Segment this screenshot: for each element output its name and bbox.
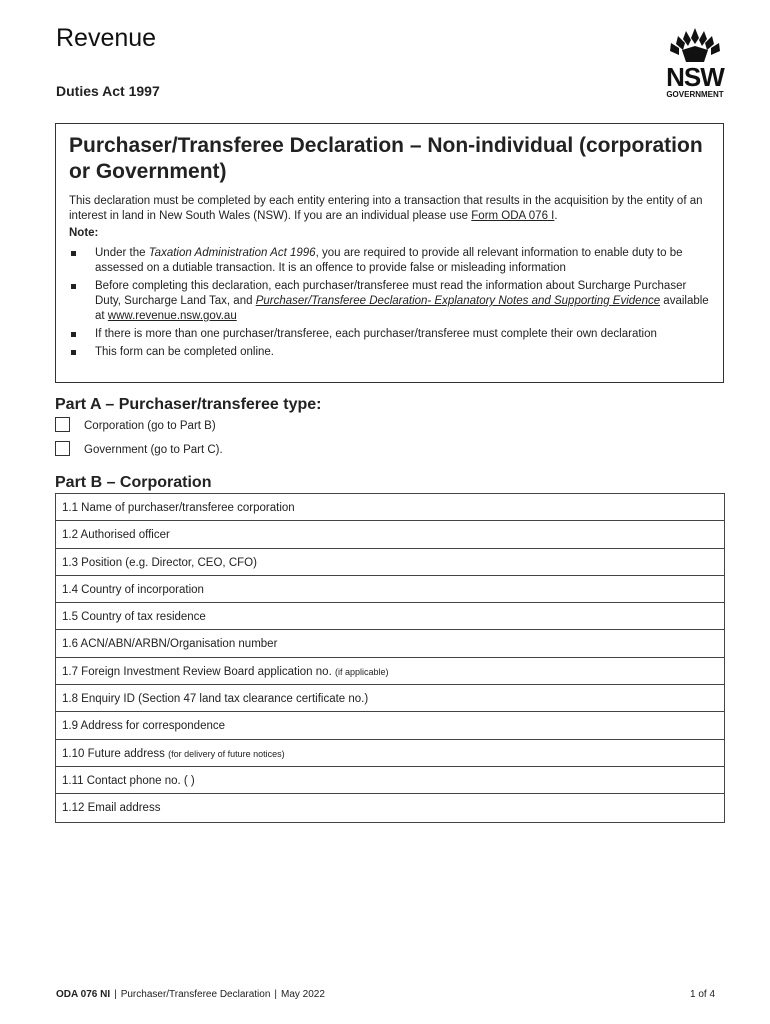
bullet-text: available at	[95, 295, 709, 322]
bullet-text: Before completing this declaration, each purchaser/transferee must read the information about Surcharge Purchaser Duty, Surcharge Land Tax, and	[95, 280, 687, 307]
waratah-icon	[660, 26, 730, 66]
note-list	[69, 246, 714, 363]
note-label: Note:	[69, 227, 99, 239]
form-field-row[interactable]	[56, 767, 724, 794]
logo-government-text: GOVERNMENT	[666, 90, 724, 99]
field-label	[62, 502, 295, 514]
field-label-text: 1.8 Enquiry ID (Section 47 land tax clearance certificate no.)	[62, 693, 369, 706]
field-label	[62, 529, 170, 541]
form-name: Purchaser/Transferee Declaration	[120, 989, 271, 1000]
field-note: (for delivery of future notices)	[168, 748, 285, 759]
list-item	[69, 246, 714, 276]
declaration-intro	[69, 194, 714, 224]
bullet-icon	[71, 332, 76, 337]
field-label	[62, 775, 195, 787]
bullet-text: Under the	[95, 247, 149, 259]
separator: |	[274, 989, 278, 1000]
form-field-row[interactable]	[56, 712, 724, 739]
field-label	[62, 748, 285, 760]
act-reference: Taxation Administration Act 1996	[148, 247, 316, 259]
form-field-row[interactable]	[56, 603, 724, 630]
field-label-text: 1.3 Position (e.g. Director, CEO, CFO)	[62, 556, 257, 569]
form-field-row[interactable]	[56, 549, 724, 576]
act-name: Duties Act 1997	[56, 83, 160, 99]
form-field-row[interactable]	[56, 740, 724, 767]
corporation-option-label: Corporation (go to Part B)	[84, 420, 216, 432]
field-label-text: 1.2 Authorised officer	[62, 529, 170, 542]
field-label	[62, 802, 160, 814]
separator: |	[114, 989, 117, 1000]
part-a-title: Part A – Purchaser/transferee type:	[55, 396, 322, 413]
bullet-icon	[71, 284, 76, 289]
form-field-row[interactable]	[56, 576, 724, 603]
nsw-government-logo	[660, 26, 730, 100]
bullet-icon	[71, 350, 76, 355]
field-label-text: 1.10 Future address	[62, 747, 169, 760]
form-date: May 2022	[281, 989, 325, 1000]
list-item	[69, 279, 714, 324]
field-label	[62, 611, 206, 623]
page-number: 1 of 4	[690, 989, 716, 1000]
government-checkbox[interactable]	[55, 441, 70, 456]
government-option-label: Government (go to Part C).	[84, 444, 223, 456]
part-b-title: Part B – Corporation	[55, 474, 212, 491]
field-label-text: 1.11 Contact phone no. ( )	[62, 774, 195, 787]
field-label-text: 1.6 ACN/ABN/ARBN/Organisation number	[62, 638, 278, 651]
field-label	[62, 638, 277, 650]
list-item	[69, 327, 714, 342]
intro-text: This declaration must be completed by each entity entering into a transaction that results in the acquisition by the entity of an interest in land in New South Wales (NSW). If you are an individual please use	[69, 195, 703, 222]
field-label-text: 1.12 Email address	[62, 802, 161, 815]
field-label-text: 1.1 Name of purchaser/transferee corporation	[62, 502, 295, 514]
logo-nsw-text: NSW	[666, 62, 724, 92]
list-item	[69, 345, 714, 360]
form-code: ODA 076 NI	[56, 989, 111, 1000]
field-label-text: 1.7 Foreign Investment Review Board application no.	[62, 665, 335, 678]
bullet-text: If there is more than one purchaser/transferee, each purchaser/transferee must complete their own declaration	[95, 328, 657, 340]
form-field-row[interactable]	[56, 521, 724, 548]
bullet-text: This form can be completed online.	[95, 346, 274, 358]
field-label	[62, 557, 257, 569]
revenue-website-link[interactable]: www.revenue.nsw.gov.au	[107, 310, 237, 322]
bullet-icon	[71, 251, 76, 256]
corporation-checkbox[interactable]	[55, 417, 70, 432]
declaration-title: Purchaser/Transferee Declaration – Non-individual (corporation or Government)	[69, 134, 703, 183]
field-note: (if applicable)	[334, 666, 389, 677]
form-field-row[interactable]	[56, 685, 724, 712]
bullet-text: , you are required to provide all relevant information to enable duty to be assessed on a dutiable transaction. It is an offence to provide false or misleading information	[95, 247, 683, 274]
form-field-row[interactable]	[56, 494, 724, 521]
form-field-row[interactable]	[56, 658, 724, 685]
field-label-text: 1.9 Address for correspondence	[62, 720, 226, 733]
field-label-text: 1.4 Country of incorporation	[62, 583, 204, 596]
field-label	[62, 666, 389, 678]
form-oda-076-i-link[interactable]: Form ODA 076 I	[471, 210, 555, 222]
corporation-fields-table	[55, 493, 725, 823]
field-label-text: 1.5 Country of tax residence	[62, 611, 206, 624]
agency-title: Revenue	[56, 24, 157, 52]
field-label	[62, 693, 368, 705]
declaration-box	[55, 123, 724, 383]
field-label	[62, 584, 204, 596]
form-field-row[interactable]	[56, 794, 724, 821]
explanatory-notes-link[interactable]: Purchaser/Transferee Declaration- Explanatory Notes and Supporting Evidence	[255, 295, 661, 307]
field-label	[62, 720, 225, 732]
footer-form-info	[56, 989, 325, 1000]
intro-end: .	[554, 210, 558, 222]
form-field-row[interactable]	[56, 630, 724, 657]
